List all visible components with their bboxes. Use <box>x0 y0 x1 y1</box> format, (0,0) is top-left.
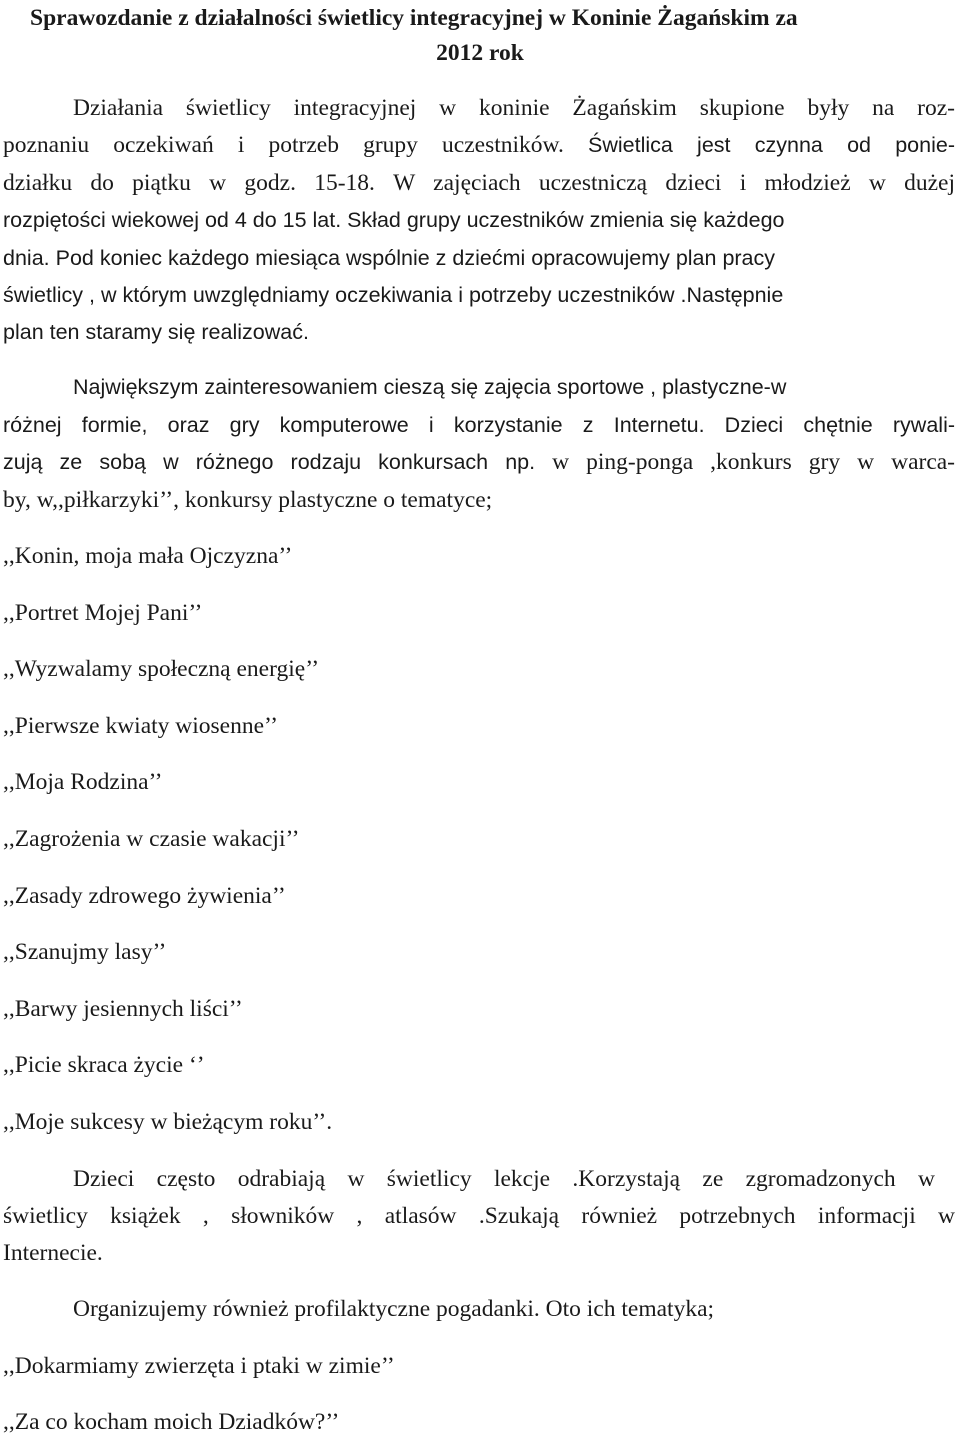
list-item: ,,Dokarmiamy zwierzęta i ptaki w zimie’’ <box>3 1353 395 1379</box>
list-item: ,,Pierwsze kwiaty wiosenne’’ <box>3 713 278 739</box>
text-segment: Świetlica jest czynna od ponie- <box>588 133 955 157</box>
list-item: ,,Wyzwalamy społeczną energię’’ <box>3 656 320 682</box>
text-segment: w ping-ponga ,konkurs gry w warca- <box>552 449 956 475</box>
text-line: plan ten staramy się realizować. <box>3 320 309 344</box>
text-line: świetlicy książek , słowników , atlasów .Szukają również potrzebnych informacji w <box>3 1203 955 1229</box>
text-line: Działania świetlicy integracyjnej w koninie Żagańskim skupione były na roz- <box>73 95 955 121</box>
document-title-line-1: Sprawozdanie z działalności świetlicy integracyjnej w Koninie Żagańskim za <box>30 5 798 31</box>
list-item: ,,Picie skraca życie ‘’ <box>3 1052 205 1078</box>
text-segment: Pod koniec każdego miesiąca wspólnie z dziećmi opracowujemy plan pracy <box>55 246 776 270</box>
list-item: ,,Moja Rodzina’’ <box>3 769 163 795</box>
text-segment: poznaniu oczekiwań i potrzeb grupy uczestników. <box>3 132 564 158</box>
list-item: ,,Portret Mojej Pani’’ <box>3 600 203 626</box>
list-item: ,,Zasady zdrowego żywienia’’ <box>3 883 286 909</box>
text-segment: zują ze sobą w różnego rodzaju konkursach np. <box>3 450 536 474</box>
paragraph-4: Organizujemy również profilaktyczne pogadanki. Oto ich tematyka; <box>73 1296 715 1322</box>
document-title-line-2: 2012 rok <box>436 40 524 66</box>
text-line: Największym zainteresowaniem cieszą się zajęcia sportowe , plastyczne-w <box>73 375 787 399</box>
text-line: świetlicy , w którym uwzględniamy oczekiwania i potrzeby uczestników .Następnie <box>3 283 784 307</box>
text-segment: W zajęciach uczestniczą dzieci i młodzież w dużej <box>393 170 955 196</box>
list-item: ,,Zagrożenia w czasie wakacji’’ <box>3 826 300 852</box>
text-line: Dzieci często odrabiają w świetlicy lekcje .Korzystają ze zgromadzonych w <box>73 1166 935 1192</box>
list-item: ,,Szanujmy lasy’’ <box>3 939 167 965</box>
text-line: Internecie. <box>3 1240 103 1266</box>
text-line: by, w,,piłkarzyki’’, konkursy plastyczne o tematyce; <box>3 487 493 513</box>
text-line <box>3 410 955 440</box>
text-line <box>3 243 775 273</box>
text-segment: Dzieci chętnie rywali- <box>724 413 956 437</box>
list-item: ,,Barwy jesiennych liści’’ <box>3 996 243 1022</box>
text-segment: rozpiętości wiekowej od 4 do 15 lat. <box>3 208 342 232</box>
list-item: ,,Moje sukcesy w bieżącym roku’’. <box>3 1109 333 1135</box>
text-line <box>3 168 955 198</box>
list-item: ,,Za co kocham moich Dziadków?’’ <box>3 1409 340 1435</box>
text-line <box>3 205 784 235</box>
text-segment: dnia. <box>3 246 50 270</box>
text-line <box>3 447 955 477</box>
list-item: ,,Konin, moja mała Ojczyzna’’ <box>3 543 293 569</box>
text-line <box>3 130 955 160</box>
text-segment: działku do piątku w godz. 15-18. <box>3 170 375 196</box>
text-segment: Skład grupy uczestników zmienia się każdego <box>347 208 785 232</box>
text-segment: różnej formie, oraz gry komputerowe i korzystanie z Internetu. <box>3 413 705 437</box>
